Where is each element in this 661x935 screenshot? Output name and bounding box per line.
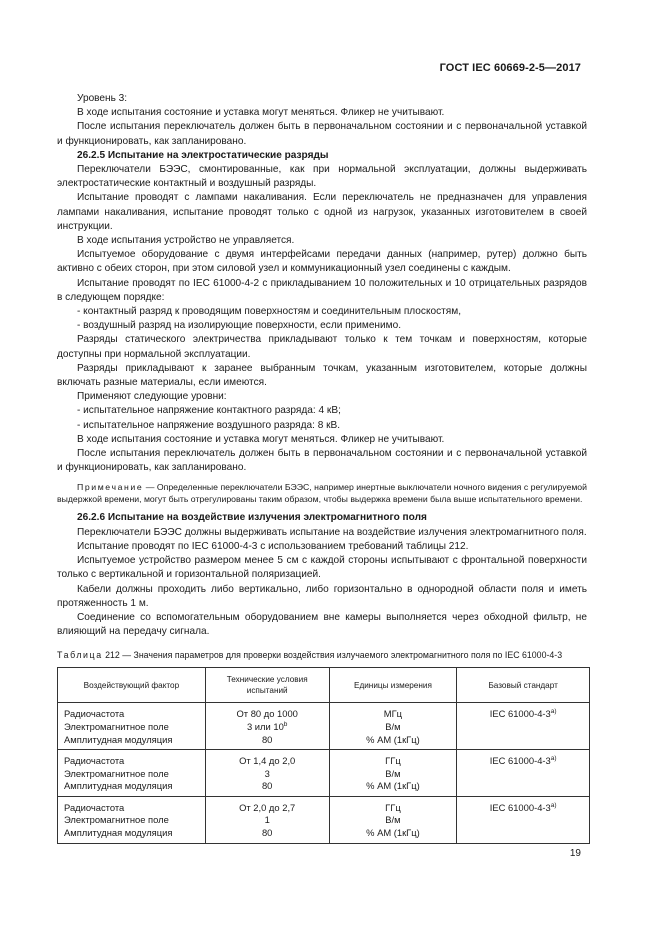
note-text: — Определенные переключатели БЭЭС, например инертные выключатели ночного видения с регулируемой выдержкой времени, могут быть отрегулированы таким образом, чтобы выдержка времени была выше испытательного времени. (57, 482, 587, 505)
unit-line: ГГц (385, 755, 401, 767)
spec-cell (205, 796, 329, 843)
section-title: Испытание на электростатические разряды (107, 149, 329, 161)
unit-line: В/м (385, 814, 401, 826)
paragraph: Разряды прикладывают к заранее выбранным точкам, указанным изготовителем, которые должны включать разные материалы, если имеются. (57, 362, 587, 389)
table-caption-label: Таблица (57, 650, 103, 661)
column-header: Воздействующий фактор (58, 668, 206, 703)
table-header-row (58, 668, 590, 703)
paragraph: Испытание проводят по IEC 61000-4-2 с прикладыванием 10 положительных и 10 отрицательных разрядов в следующем порядке: (57, 277, 587, 303)
spec-value: 3 или 10 (246, 720, 284, 732)
unit-line: ГГц (385, 801, 401, 813)
factor-line: Радиочастота (64, 708, 125, 720)
unit-cell (329, 750, 457, 797)
page-number: 19 (569, 848, 581, 859)
paragraph: Применяют следующие уровни: (77, 391, 227, 403)
standard-cell (457, 750, 590, 797)
factor-line: Амплитудная модуляция (64, 827, 173, 839)
table-caption (57, 649, 587, 661)
factor-cell (58, 796, 206, 843)
standard-value: IEC 61000-4-3 (489, 801, 551, 813)
list-item: - испытательное напряжение воздушного разряда: 8 кВ. (77, 419, 341, 431)
table-row (58, 750, 590, 797)
paragraph: После испытания переключатель должен быть в первоначальном состоянии и с первоначальной уставкой и функционировать, как запланировано. (57, 448, 587, 474)
unit-line: МГц (383, 708, 403, 720)
factor-line: Электромагнитное поле (64, 720, 169, 732)
parameters-table (57, 667, 590, 843)
column-header: Базовый стандарт (457, 668, 590, 703)
paragraph: Переключатели БЭЭС должны выдерживать испытание на воздействие излучения электромагнитного поля. (77, 526, 587, 538)
note-label: Примечание (77, 482, 144, 493)
spec-cell (205, 703, 329, 750)
paragraph: В ходе испытания устройство не управляется. (77, 235, 295, 247)
paragraph: Кабели должны проходить либо вертикально, либо горизонтально в однородной области поля и иметь протяженность 1 м. (57, 583, 587, 609)
factor-line: Радиочастота (64, 755, 125, 767)
paragraph: Испытуемое устройство размером менее 5 см с каждой стороны испытывают с фронтальной поверхности только с вертикальной и горизонтальной поляризацией. (57, 555, 587, 581)
document-header: ГОСТ IEC 60669-2-5—2017 (439, 62, 581, 74)
unit-line: В/м (385, 767, 401, 779)
document-body (57, 92, 587, 844)
spec-line: От 80 до 1000 (236, 708, 298, 720)
footnote-ref: a) (550, 754, 557, 762)
section-heading-26-2-5 (57, 149, 587, 163)
spec-line: 80 (261, 827, 273, 839)
factor-cell (58, 750, 206, 797)
note (57, 481, 587, 505)
column-header: Единицы измерения (329, 668, 457, 703)
section-heading-26-2-6 (57, 511, 587, 525)
spec-line: 80 (261, 780, 273, 792)
spec-line (212, 721, 323, 734)
factor-cell (58, 703, 206, 750)
paragraph: Соединение со вспомогательным оборудованием вне камеры выполняется через обходной фильтр, не влияющий на передачу сигнала. (57, 611, 587, 638)
paragraph: В ходе испытания состояние и уставка могут меняться. Фликер не учитывают. (77, 107, 445, 119)
list-item: - контактный разряд к проводящим поверхностям и соединительным плоскостям, (77, 306, 461, 318)
paragraph: Испытуемое оборудование с двумя интерфейсами передачи данных (например, рутер) должно быть активно с обеих сторон, при этом силовой узел и коммуникационный узел соединены с каждым. (57, 249, 587, 275)
standard-value: IEC 61000-4-3 (489, 708, 551, 720)
unit-line: % АМ (1кГц) (366, 780, 420, 792)
section-number: 26.2.6 (77, 512, 106, 524)
factor-line: Амплитудная модуляция (64, 733, 173, 745)
table-row (58, 796, 590, 843)
paragraph: В ходе испытания состояние и уставка могут меняться. Фликер не учитывают. (77, 433, 445, 445)
list-item: - испытательное напряжение контактного разряда: 4 кВ; (77, 405, 341, 417)
paragraph: Испытание проводят с лампами накаливания. Если переключатель не предназначен для управления лампами накаливания, испытание проводят только с одной из нагрузок, указанных изготовителем в своей инструкции. (57, 192, 587, 232)
table-row (58, 703, 590, 750)
table-caption-text: 212 — Значения параметров для проверки воздействия излучаемого электромагнитного поля по IEC 61000-4-3 (102, 650, 563, 661)
paragraph: Переключатели БЭЭС, смонтированные, как при нормальной эксплуатации, должны выдерживать электростатические контактный и воздушный разряды. (57, 164, 587, 190)
paragraph: Разряды статического электричества прикладывают только к тем точкам и поверхностям, которые доступны при нормальной эксплуатации. (57, 334, 587, 360)
spec-cell (205, 750, 329, 797)
section-number: 26.2.5 (77, 149, 106, 161)
spec-line: 1 (264, 814, 270, 826)
paragraph: После испытания переключатель должен быть в первоначальном состоянии и с первоначальной уставкой и функционировать, как запланировано. (57, 121, 587, 147)
unit-line: % АМ (1кГц) (366, 827, 420, 839)
spec-line: 80 (261, 733, 273, 745)
spec-line: От 2,0 до 2,7 (239, 801, 296, 813)
spec-line: От 1,4 до 2,0 (239, 755, 296, 767)
standard-value: IEC 61000-4-3 (489, 755, 551, 767)
factor-line: Радиочастота (64, 801, 125, 813)
factor-line: Электромагнитное поле (64, 767, 169, 779)
section-title: Испытание на воздействие излучения электромагнитного поля (107, 512, 427, 524)
factor-line: Амплитудная модуляция (64, 780, 173, 792)
footnote-ref: a) (550, 801, 557, 809)
spec-line: 3 (264, 767, 270, 779)
footnote-ref: a) (550, 708, 557, 716)
unit-cell (329, 796, 457, 843)
footnote-ref: b (283, 720, 288, 728)
list-item: - воздушный разряд на изолирующие поверхности, если применимо. (77, 320, 401, 332)
unit-line: В/м (385, 720, 401, 732)
unit-line: % АМ (1кГц) (366, 733, 420, 745)
paragraph: Уровень 3: (77, 93, 128, 104)
unit-cell (329, 703, 457, 750)
standard-cell (457, 703, 590, 750)
column-header: Технические условия испытаний (205, 668, 329, 703)
standard-cell (457, 796, 590, 843)
factor-line: Электромагнитное поле (64, 814, 169, 826)
paragraph: Испытание проводят по IEC 61000-4-3 с использованием требований таблицы 212. (77, 540, 469, 552)
